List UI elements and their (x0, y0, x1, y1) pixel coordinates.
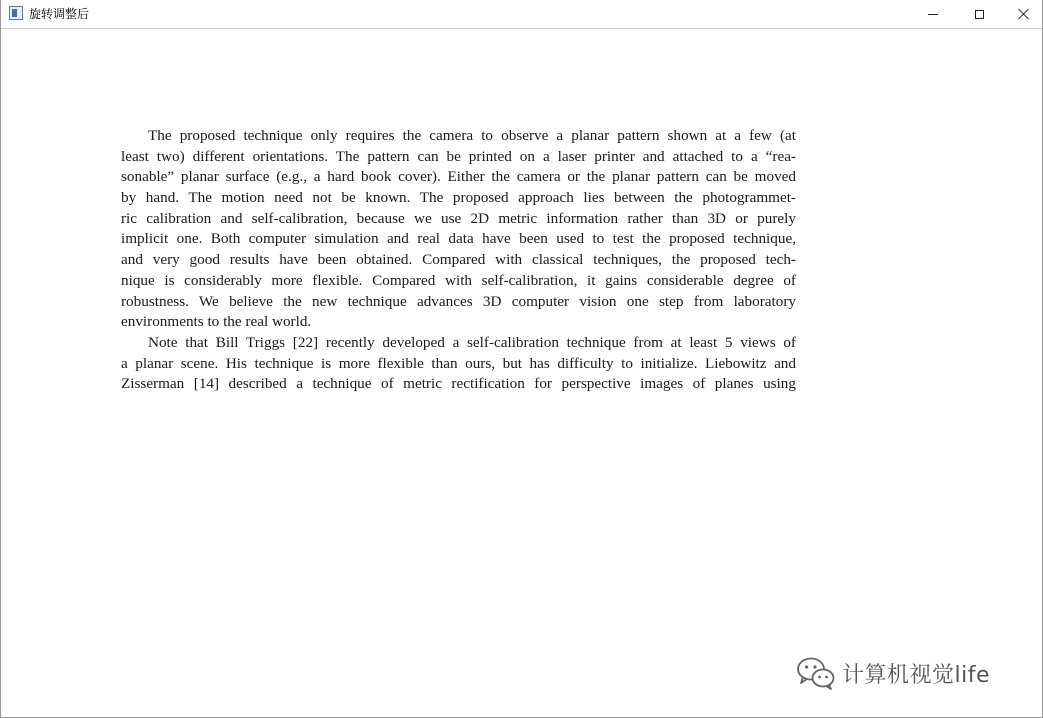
close-icon (1018, 8, 1030, 20)
maximize-icon (975, 10, 984, 19)
paragraph-1 (121, 126, 796, 333)
text-line: Note that Bill Triggs [22] recently developed a self-calibration technique from at least 5 views of (148, 333, 796, 351)
text-line: by hand. The motion need not be known. The proposed approach lies between the photogrammet- (121, 189, 796, 207)
text-line: least two) different orientations. The pattern can be printed on a laser printer and attached to a “rea- (121, 147, 796, 165)
text-line: nique is considerably more flexible. Compared with self-calibration, it gains considerable degree of (121, 271, 796, 289)
paragraph-2 (121, 333, 796, 395)
minimize-icon (928, 14, 938, 15)
text-line: sonable” planar surface (e.g., a hard book cover). Either the camera or the planar pattern can be moved (121, 168, 796, 186)
maximize-button[interactable] (956, 0, 1002, 28)
wechat-icon (796, 656, 836, 690)
document-image-text (121, 126, 796, 395)
text-line: robustness. We believe the new technique advances 3D computer vision one step from laboratory (121, 292, 796, 310)
text-line: implicit one. Both computer simulation and real data have been used to test the proposed technique, (121, 230, 796, 248)
watermark-text: 计算机视觉life (842, 662, 991, 688)
text-line: Zisserman [14] described a technique of metric rectification for perspective images of planes using (121, 375, 796, 393)
minimize-button[interactable] (910, 0, 956, 28)
window-title: 旋转调整后 (29, 7, 90, 21)
text-line: The proposed technique only requires the camera to observe a planar pattern shown at a few (at (148, 127, 796, 144)
app-window-icon (9, 6, 23, 20)
text-line: ric calibration and self-calibration, because we use 2D metric information rather than 3D or purely (121, 209, 796, 227)
text-line: a planar scene. His technique is more flexible than ours, but has difficulty to initialize. Liebowitz and (121, 354, 796, 372)
watermark (796, 655, 990, 691)
title-bar[interactable] (1, 0, 1042, 29)
text-line: and very good results have been obtained. Compared with classical techniques, the proposed tech- (121, 251, 796, 269)
text-line: environments to the real world. (121, 313, 312, 331)
close-button[interactable] (1001, 0, 1043, 28)
